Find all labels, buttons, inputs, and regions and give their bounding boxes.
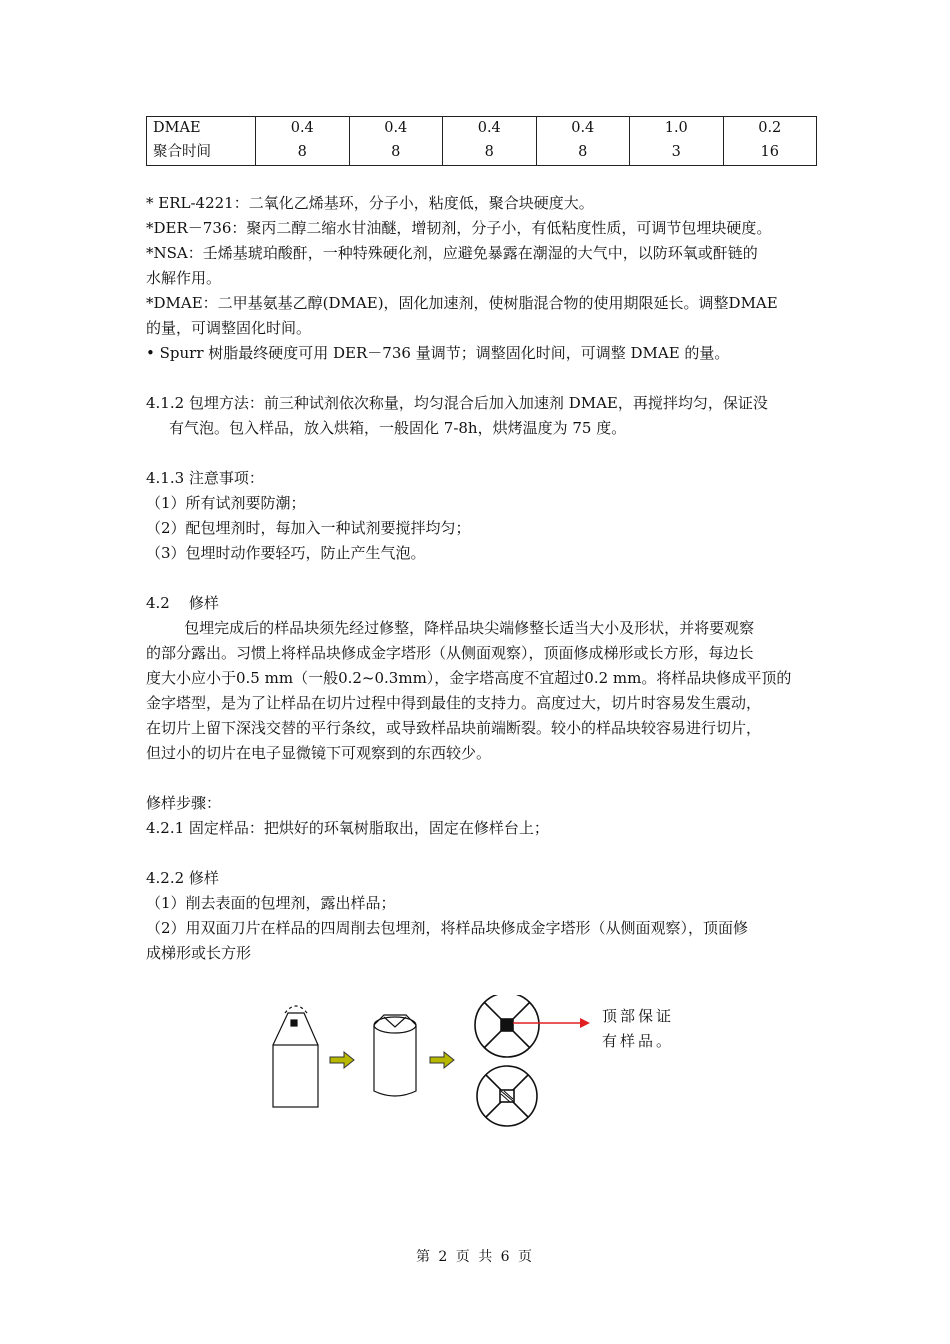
section-4-2-2-heading: 4.2.2 修样 <box>146 869 219 887</box>
note-dmae-cont: 的量，可调整固化时间。 <box>146 319 312 337</box>
paragraph-line: 在切片上留下深浅交替的平行条纹，或导致样品块前端断裂。较小的样品块较容易进行切片， <box>146 719 762 737</box>
note-dmae: *DMAE：二甲基氨基乙醇(DMAE)，固化加速剂，使树脂混合物的使用期限延长。调整DMAE <box>146 294 778 312</box>
table-cell-label: DMAE 聚合时间 <box>147 117 256 166</box>
section-4-1-3-heading: 4.1.3 注意事项： <box>146 469 264 487</box>
note-spurr: • Spurr 树脂最终硬度可用 DER－736 量调节；调整固化时间，可调整 DMAE 的量。 <box>146 344 730 362</box>
list-item: （3）包埋时动作要轻巧，防止产生气泡。 <box>146 544 426 562</box>
figure-label-line2: 有样品。 <box>602 1032 675 1050</box>
section-4-2-heading: 4.2 修样 <box>146 594 219 612</box>
list-item: 成梯形或长方形 <box>146 944 252 962</box>
paragraph-line: 的部分露出。习惯上将样品块修成金字塔形（从侧面观察），顶面修成梯形或长方形，每边长 <box>146 644 754 662</box>
section-4-1-2-line2: 有气泡。包入样品，放入烘箱，一般固化 7-8h，烘烤温度为 75 度。 <box>169 419 627 437</box>
list-item: （1）所有试剂要防潮； <box>146 494 306 512</box>
note-erl: * ERL-4221：二氧化乙烯基环，分子小，粘度低，聚合块硬度大。 <box>146 194 594 212</box>
note-nsa-cont: 水解作用。 <box>146 269 222 287</box>
paragraph-line: 度大小应小于0.5 mm（一般0.2~0.3mm），金字塔高度不宜超过0.2 mm。将样品块修成平顶的 <box>146 669 792 687</box>
list-item: （1）削去表面的包埋剂，露出样品； <box>146 894 396 912</box>
trimmed-cylinder-icon <box>374 1015 416 1096</box>
paragraph-line: 包埋完成后的样品块须先经过修整，降样品块尖端修整长适当大小及形状，并将要观察 <box>146 619 755 637</box>
top-view-circle-icon <box>475 995 539 1057</box>
steps-heading: 修样步骤： <box>146 794 222 812</box>
list-item: （2）用双面刀片在样品的四周削去包埋剂，将样品块修成金字塔形（从侧面观察），顶面修 <box>146 919 749 937</box>
reagent-table <box>146 116 817 166</box>
block-arrow-icon <box>330 1052 354 1068</box>
table-cell: 0.4 8 <box>349 117 443 166</box>
table-cell: 1.0 3 <box>630 117 724 166</box>
paragraph-line: 但过小的切片在电子显微镜下可观察到的东西较少。 <box>146 744 492 762</box>
note-der: *DER－736：聚丙二醇二缩水甘油醚，增韧剂，分子小，有低粘度性质，可调节包埋块硬度。 <box>146 219 772 237</box>
top-view-circle-icon <box>477 1066 537 1126</box>
table-cell: 0.4 8 <box>536 117 630 166</box>
table-cell: 0.4 8 <box>256 117 350 166</box>
block-sample-icon <box>273 1006 318 1107</box>
figure-label-line1: 顶部保证 <box>602 1007 675 1025</box>
note-nsa: *NSA：壬烯基琥珀酸酐，一种特殊硬化剂，应避免暴露在潮湿的大气中，以防环氧或酐链的 <box>146 244 758 262</box>
page-footer: 第 2 页 共 6 页 <box>415 1249 535 1265</box>
trimming-diagram <box>260 995 640 1135</box>
pointer-arrow-icon <box>513 1018 590 1028</box>
step-4-2-1: 4.2.1 固定样品：把烘好的环氧树脂取出，固定在修样台上； <box>146 819 549 837</box>
section-4-1-2-line1: 4.1.2 包埋方法：前三种试剂依次称量，均匀混合后加入加速剂 DMAE，再搅拌均匀，保证没 <box>146 394 768 412</box>
table-cell: 0.2 16 <box>723 117 817 166</box>
block-arrow-icon <box>430 1052 454 1068</box>
paragraph-line: 金字塔型，是为了让样品在切片过程中得到最佳的支持力。高度过大，切片时容易发生震动， <box>146 694 762 712</box>
table-row <box>147 117 817 166</box>
table-cell: 0.4 8 <box>443 117 537 166</box>
list-item: （2）配包埋剂时，每加入一种试剂要搅拌均匀； <box>146 519 471 537</box>
